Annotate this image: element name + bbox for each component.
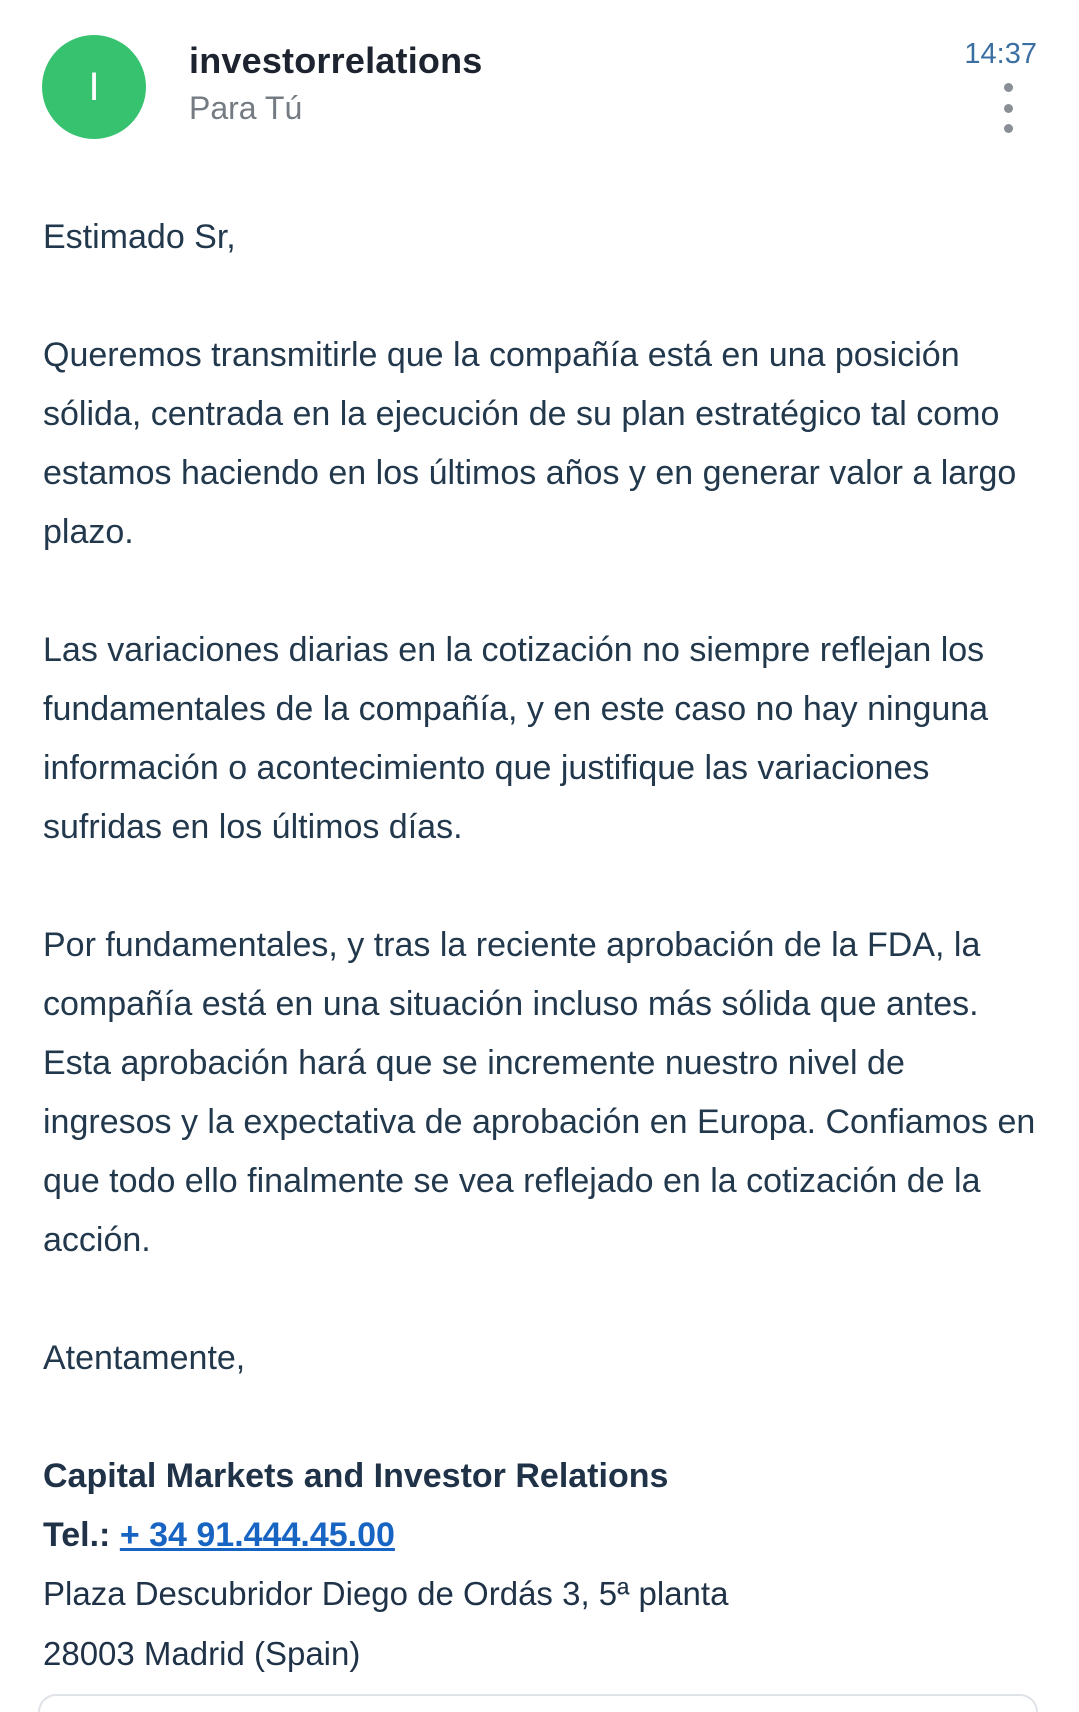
dot [1004,83,1013,92]
paragraph: Por fundamentales, y tras la reciente aprobación de la FDA, la compañía está en una situación incluso más sólida que antes. Esta aprobación hará que se incremente nuestro nivel de ingresos y la expectativa de aprobación en Europa. Confiamos en que todo ello finalmente se vea reflejado en la cotización de la acción. [43,926,1036,1259]
closing: Atentamente, [43,1339,246,1377]
signature-address-line: Plaza Descubridor Diego de Ordás 3, 5ª planta [43,1575,729,1612]
signature-address-line: 28003 Madrid (Spain) [43,1635,361,1672]
reply-panel-edge [38,1694,1038,1712]
signature-tel [43,1516,395,1555]
sender-name[interactable]: investorrelations [189,40,483,81]
tel-label: Tel.: [43,1516,111,1554]
dot [1004,104,1013,113]
paragraph: Queremos transmitirle que la compañía está en una posición sólida, centrada en la ejecución de su plan estratégico tal como estamos haciendo en los últimos años y en generar valor a largo plazo. [43,336,1017,551]
phone-link[interactable]: + 34 91.444.45.00 [119,1516,395,1554]
dot [1004,124,1013,133]
email-body [43,208,1038,1447]
received-time: 14:37 [964,38,1037,70]
greeting: Estimado Sr, [43,218,236,256]
paragraph: Las variaciones diarias en la cotización no siempre reflejan los fundamentales de la compañía, y en este caso no hay ninguna información o acontecimiento que justifique las variaciones sufridas en los últimos días. [43,631,989,846]
more-options-icon[interactable] [996,83,1020,133]
avatar-letter: I [88,65,100,109]
sender-avatar[interactable] [42,35,146,139]
email-header [0,0,1079,160]
signature-title: Capital Markets and Investor Relations [43,1457,669,1495]
recipient-line[interactable]: Para Tú [189,90,303,126]
